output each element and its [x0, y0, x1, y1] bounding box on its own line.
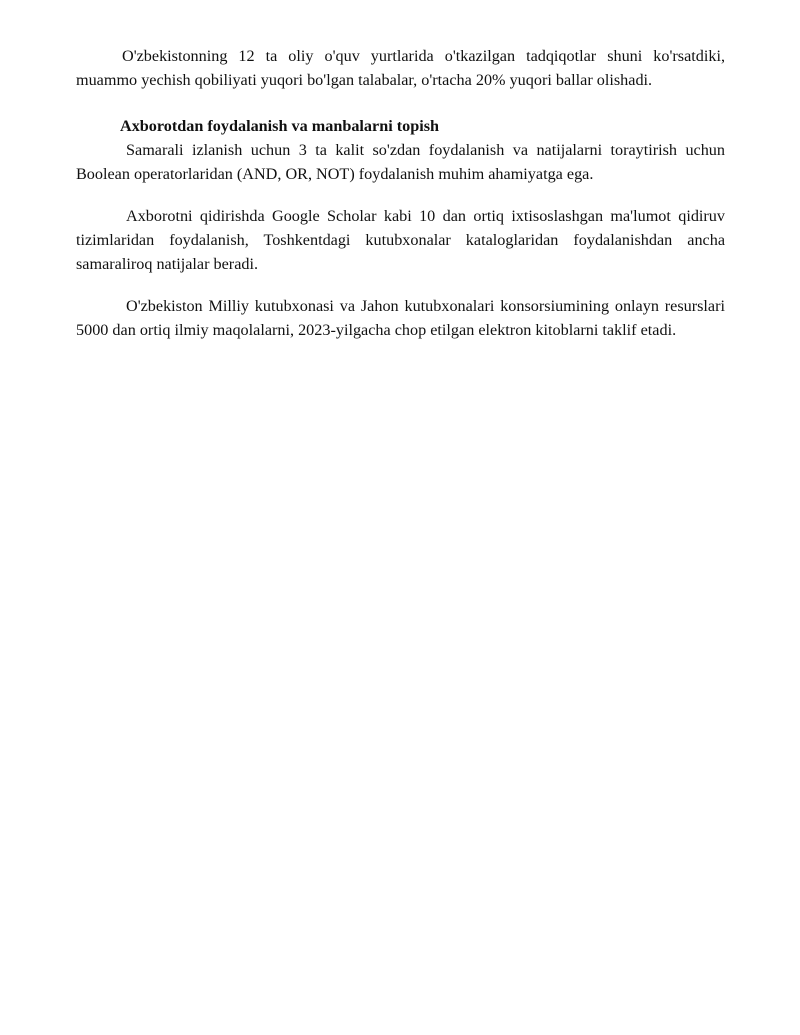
paragraph-library-resources: O'zbekiston Milliy kutubxonasi va Jahon kutubxonalari konsorsiumining onlayn resurslari 5000 dan ortiq ilmiy maqolalarni, 2023-yilgacha chop etilgan elektron kitoblarni taklif etadi. — [76, 297, 725, 339]
document-page — [76, 44, 725, 342]
paragraph-search-keywords: Samarali izlanish uchun 3 ta kalit so'zdan foydalanish va natijalarni toraytirish uchun Boolean operatorlaridan (AND, OR, NOT) foydalanish muhim ahamiyatga ega. — [76, 141, 725, 183]
section-heading: Axborotdan foydalanish va manbalarni topish — [120, 117, 440, 135]
paragraph-search-systems: Axborotni qidirishda Google Scholar kabi 10 dan ortiq ixtisoslashgan ma'lumot qidiruv tizimlaridan foydalanish, Toshkentdagi kutubxonalar kataloglaridan foydalanishdan ancha samaraliroq natijalar beradi. — [76, 207, 725, 273]
paragraph-research-findings: O'zbekistonning 12 ta oliy o'quv yurtlarida o'tkazilgan tadqiqotlar shuni ko'rsatdiki, muammo yechish qobiliyati yuqori bo'lgan talabalar, o'rtacha 20% yuqori ballar olishadi. — [76, 47, 725, 89]
